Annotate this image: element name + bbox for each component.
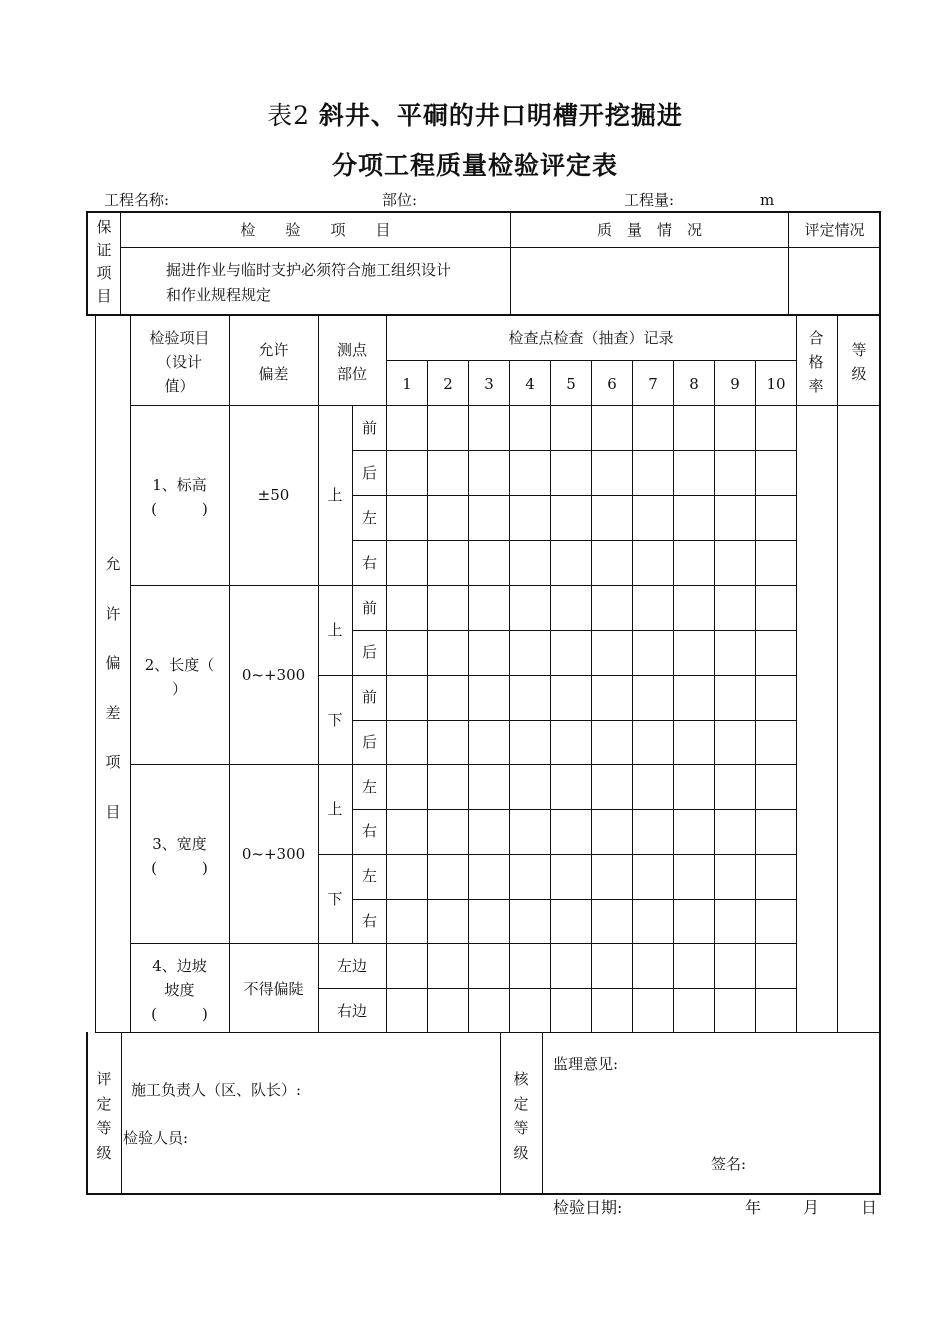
date-year: 年 (745, 1198, 762, 1217)
rule (95, 316, 96, 1033)
rule (120, 247, 880, 248)
sub-position: 左 (361, 509, 377, 527)
col-header-item: 检验项目 （设计 值） (149, 329, 210, 395)
sub-position: 右 (361, 554, 377, 572)
item-slope: 4、边坡 坡度 ( ) (151, 957, 208, 1023)
rule (352, 720, 797, 721)
sub-position-right: 右边 (336, 1002, 367, 1020)
rule (509, 361, 510, 1033)
sub-position: 前 (361, 419, 377, 437)
table-number: 表2 (267, 101, 319, 130)
header-rating: 评定情况 (804, 221, 865, 239)
col-header-pass-rate: 合 格 率 (808, 329, 824, 395)
quantity-label: 工程量: (624, 191, 675, 209)
rule (86, 211, 88, 316)
sub-position: 后 (361, 464, 377, 482)
title-main: 斜井、平硐的井口明槽开挖掘进 (318, 101, 683, 130)
rule (386, 360, 796, 361)
rule (468, 361, 469, 1033)
date-month: 月 (803, 1198, 820, 1217)
position-up: 上 (327, 486, 343, 504)
rule (130, 943, 797, 944)
tolerance-length: 0~+300 (241, 666, 306, 684)
col-number: 1 (402, 375, 412, 393)
col-number: 5 (566, 375, 576, 393)
col-header-allowance: 允许 偏差 (258, 341, 289, 383)
item-width: 3、宽度 ( ) (151, 835, 208, 877)
rule (318, 854, 797, 855)
col-number: 9 (730, 375, 740, 393)
rule (318, 988, 797, 989)
tolerance-elevation: ±50 (257, 486, 290, 504)
verify-grade-label: 核 定 等 级 (513, 1070, 529, 1162)
position-down: 下 (327, 711, 343, 729)
rule (879, 1032, 881, 1195)
rule (755, 361, 756, 1033)
position-up: 上 (327, 621, 343, 639)
header-quality: 质 量 情 况 (596, 221, 702, 239)
rule (86, 1032, 88, 1195)
sub-position: 后 (361, 643, 377, 661)
signature-label: 签名: (711, 1155, 747, 1173)
quantity-unit: m (760, 191, 775, 209)
col-header-grade: 等 级 (851, 341, 867, 383)
supervisor-opinion-label: 监理意见: (553, 1055, 619, 1073)
col-header-record: 检查点检查（抽查）记录 (508, 329, 674, 347)
rule (352, 899, 797, 900)
col-number: 3 (484, 375, 494, 393)
col-number: 7 (648, 375, 658, 393)
col-header-point: 测点 部位 (336, 341, 367, 383)
sub-position: 后 (361, 733, 377, 751)
rule (130, 764, 797, 765)
rule (550, 361, 551, 1033)
col-number: 8 (689, 375, 699, 393)
col-number: 4 (525, 375, 535, 393)
rule (879, 316, 881, 1033)
col-number: 10 (766, 375, 786, 393)
sub-position: 左 (361, 867, 377, 885)
sub-position: 前 (361, 599, 377, 617)
rule (352, 405, 353, 943)
construction-lead-label: 施工负责人（区、队长）: (131, 1081, 302, 1099)
title-line-1 (0, 96, 950, 132)
location-label: 部位: (382, 191, 418, 209)
tolerance-section-label: 允 许 偏 差 项 目 (105, 555, 121, 821)
item-length: 2、长度（ ） (144, 656, 215, 698)
header-inspection-item: 检 验 项 目 (240, 221, 391, 239)
tolerance-slope: 不得偏陡 (243, 980, 304, 998)
rule (121, 1032, 122, 1195)
guarantee-item-line1: 掘进作业与临时支护必须符合施工组织设计 (166, 261, 452, 279)
rule (714, 361, 715, 1033)
col-number: 6 (607, 375, 617, 393)
guarantee-item-line2: 和作业规程规定 (166, 286, 272, 304)
item-elevation: 1、标高 ( ) (151, 476, 208, 518)
col-number: 2 (443, 375, 453, 393)
inspector-label: 检验人员: (123, 1129, 189, 1147)
inspection-date-label: 检验日期: (553, 1198, 623, 1217)
rule (837, 316, 838, 1033)
sub-position: 左 (361, 778, 377, 796)
rule (427, 361, 428, 1033)
rule (352, 809, 797, 810)
rule (130, 405, 880, 406)
position-up: 上 (327, 800, 343, 818)
rule (86, 1193, 881, 1195)
rule (352, 540, 797, 541)
rule (130, 585, 797, 586)
tolerance-width: 0~+300 (241, 845, 306, 863)
sub-position: 右 (361, 912, 377, 930)
rating-grade-label: 评 定 等 级 (96, 1070, 112, 1162)
position-down: 下 (327, 890, 343, 908)
guarantee-section-label: 保 证 项 目 (96, 218, 112, 305)
rule (352, 630, 797, 631)
rule (673, 361, 674, 1033)
rule (95, 1032, 881, 1033)
rule (591, 361, 592, 1033)
rule (352, 495, 797, 496)
rule (352, 450, 797, 451)
date-day: 日 (861, 1198, 878, 1217)
rule (632, 361, 633, 1033)
rule (86, 211, 880, 213)
rule (86, 314, 880, 316)
rule (500, 1032, 501, 1195)
title-line-2: 分项工程质量检验评定表 (331, 151, 618, 180)
rule (318, 675, 797, 676)
sub-position-left: 左边 (336, 957, 367, 975)
project-name-label: 工程名称: (104, 191, 170, 209)
sub-position: 右 (361, 822, 377, 840)
rule (542, 1032, 543, 1195)
sub-position: 前 (361, 688, 377, 706)
